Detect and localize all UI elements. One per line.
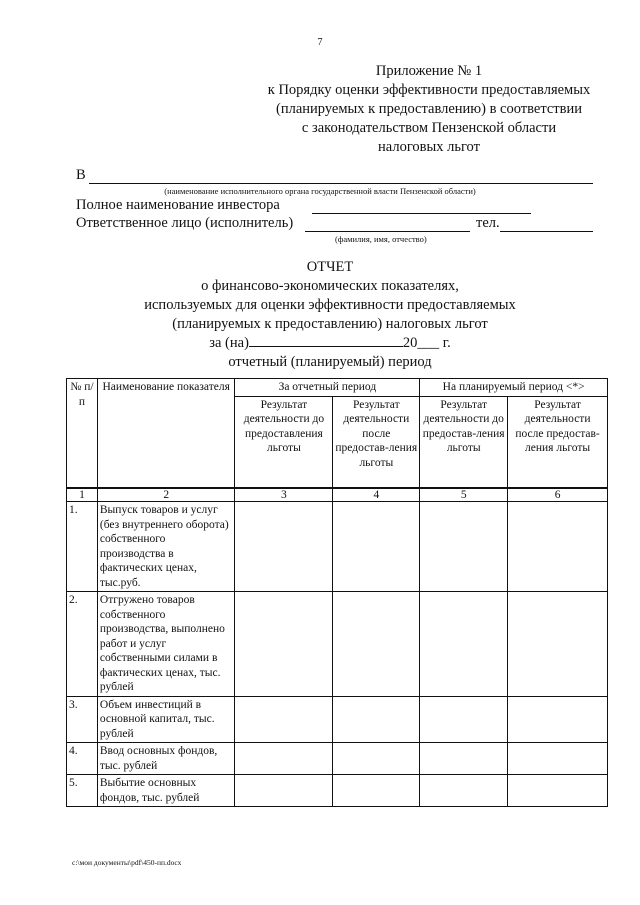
page-number: 7	[317, 37, 323, 48]
value-cell	[420, 696, 508, 743]
row-name: Выбытие основных фондов, тыс. рублей	[97, 775, 235, 807]
responsible-caption: (фамилия, имя, отчество)	[335, 234, 427, 244]
row-num: 4.	[67, 743, 98, 775]
value-cell	[235, 696, 333, 743]
table-header-row	[67, 379, 608, 397]
v-fill-line	[89, 183, 593, 184]
appendix-line: к Порядку оценки эффективности предоставляемых	[267, 82, 591, 98]
responsible-label: Ответственное лицо (исполнитель)	[76, 215, 294, 231]
appendix-line: налоговых льгот	[378, 139, 480, 155]
value-cell	[508, 502, 608, 592]
appendix-line: с законодательством Пензенской области	[301, 120, 557, 136]
report-line: используемых для оценки эффективности предоставляемых	[144, 297, 516, 313]
subheader-cell: Результат деятельности до предоставления льготы	[235, 396, 333, 488]
table-row	[67, 775, 608, 807]
row-name: Выпуск товаров и услуг (без внутреннего оборота) собственного производства в фактических ценах, тыс.руб.	[97, 502, 235, 592]
indicators-table	[66, 378, 608, 807]
table-row	[67, 502, 608, 592]
table-row	[67, 696, 608, 743]
phone-fill-line	[500, 231, 593, 232]
value-cell	[333, 502, 420, 592]
value-cell	[420, 592, 508, 697]
value-cell	[235, 592, 333, 697]
column-number: 1	[67, 488, 98, 502]
investor-label: Полное наименование инвестора	[76, 197, 280, 213]
value-cell	[508, 592, 608, 697]
row-num: 2.	[67, 592, 98, 697]
v-caption: (наименование исполнительного органа государственной власти Пензенской области)	[164, 186, 476, 196]
period-caption: отчетный (планируемый) период	[228, 354, 432, 370]
row-num: 1.	[67, 502, 98, 592]
value-cell	[508, 775, 608, 807]
row-num: 3.	[67, 696, 98, 743]
period-prefix: за (на)	[209, 335, 249, 351]
report-heading	[60, 258, 600, 372]
column-number: 2	[97, 488, 235, 502]
period-fill-line	[249, 334, 403, 347]
value-cell	[333, 696, 420, 743]
header-reporting-period: За отчетный период	[235, 379, 420, 397]
column-number: 4	[333, 488, 420, 502]
report-line: (планируемых к предоставлению) налоговых льгот	[172, 316, 488, 332]
v-label: В	[76, 167, 86, 183]
investor-fill-line	[312, 213, 531, 214]
row-name: Объем инвестиций в основной капитал, тыс. рублей	[97, 696, 235, 743]
report-line: о финансово-экономических показателях,	[201, 278, 459, 294]
row-name: Отгружено товаров собственного производства, выполнено работ и услуг собственными силами в фактических ценах, тыс. рублей	[97, 592, 235, 697]
column-number-row	[67, 488, 608, 502]
value-cell	[420, 502, 508, 592]
row-num: 5.	[67, 775, 98, 807]
header-num: № п/п	[67, 379, 98, 489]
appendix-line: (планируемых к предоставлению) в соответствии	[276, 101, 582, 117]
responsible-fill-line	[305, 231, 470, 232]
subheader-cell: Результат деятельности после предостав-ления льготы	[508, 396, 608, 488]
subheader-cell: Результат деятельности после предостав-ления льготы	[333, 396, 420, 488]
report-title: ОТЧЕТ	[306, 259, 354, 275]
value-cell	[333, 775, 420, 807]
header-planned-period: На планируемый период <*>	[420, 379, 608, 397]
table-row	[67, 592, 608, 697]
value-cell	[235, 502, 333, 592]
period-year: 20___ г.	[402, 335, 451, 351]
value-cell	[235, 775, 333, 807]
value-cell	[235, 743, 333, 775]
value-cell	[508, 696, 608, 743]
appendix-line: Приложение № 1	[375, 63, 483, 79]
report-period	[60, 334, 600, 353]
column-number: 3	[235, 488, 333, 502]
value-cell	[333, 743, 420, 775]
row-name: Ввод основных фондов, тыс. рублей	[97, 743, 235, 775]
phone-label: тел.	[476, 215, 500, 231]
header-name: Наименование показателя	[97, 379, 235, 489]
column-number: 6	[508, 488, 608, 502]
appendix-heading	[236, 62, 622, 157]
table-row	[67, 743, 608, 775]
value-cell	[333, 592, 420, 697]
value-cell	[508, 743, 608, 775]
file-path-footer: c:\мои документы\pdf\450-пп.docx	[72, 858, 182, 867]
subheader-cell: Результат деятельности до предостав-ления льготы	[420, 396, 508, 488]
value-cell	[420, 775, 508, 807]
value-cell	[420, 743, 508, 775]
column-number: 5	[420, 488, 508, 502]
